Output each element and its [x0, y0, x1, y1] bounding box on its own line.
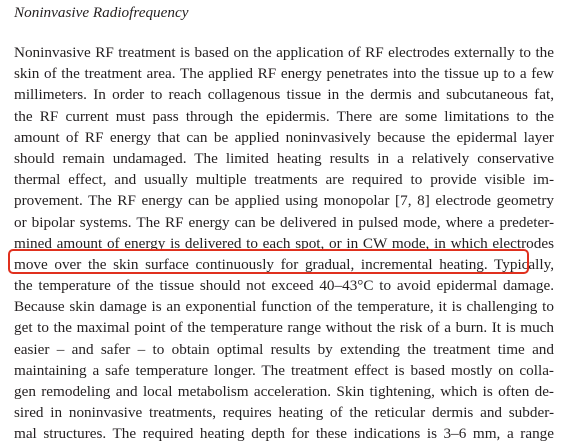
- section-heading: Noninvasive Radiofrequency: [14, 4, 189, 21]
- paragraph-line: Noninvasive RF treatment is based on the application of RF electrodes externally to the: [14, 44, 554, 61]
- paragraph-line: gen remodeling and local metabolism acceleration. Skin tightening, which is often de-: [14, 383, 554, 400]
- paragraph-line: should remain undamaged. The limited heating results in a relatively conservative: [14, 149, 554, 167]
- paragraph-line: thermal effect, and usually multiple treatments are required to provide visible im-: [14, 171, 554, 189]
- paragraph-line: mal structures. The required heating depth for these indications is 3–6 mm, a range: [14, 425, 554, 443]
- paragraph-line: millimeters. In order to reach collagenous tissue in the dermis and subcutaneous fat,: [14, 86, 554, 104]
- paragraph-line: provement. The RF energy can be applied using monopolar [7, 8] electrode geometry: [14, 192, 554, 210]
- paragraph-line: Because skin damage is an exponential function of the temperature, it is challenging to: [14, 298, 554, 316]
- paragraph-line: sired in noninvasive treatments, requires heating of the reticular dermis and subder-: [14, 404, 554, 422]
- highlighted-sentence: the temperature of the tissue should not exceed 40–43°C to avoid epidermal damage.: [14, 277, 554, 295]
- paragraph-line: the RF current must pass through the epidermis. There are some limitations to the: [14, 107, 554, 125]
- paragraph-line: get to the maximal point of the temperature range without the risk of a burn. It is much: [14, 319, 554, 337]
- paragraph-line: move over the skin surface continuously for gradual, incremental heating. Typically,: [14, 255, 554, 273]
- paragraph-line: maintaining a safe temperature longer. The treatment effect is based mostly on colla-: [14, 361, 554, 379]
- body-paragraph: [14, 42, 554, 445]
- paragraph-line: or bipolar systems. The RF energy can be delivered in pulsed mode, where a predeter-: [14, 213, 554, 231]
- paragraph-line: skin of the treatment area. The applied RF energy penetrates into the tissue up to a few: [14, 65, 554, 83]
- paragraph-line: easier – and safer – to obtain optimal results by extending the treatment time and: [14, 340, 554, 358]
- paragraph-line: mined amount of energy is delivered to each spot, or in CW mode, in which electrodes: [14, 234, 554, 252]
- highlight-annotation-box: [8, 249, 529, 274]
- paragraph-line: amount of RF energy that can be applied noninvasively because the epidermal layer: [14, 128, 554, 146]
